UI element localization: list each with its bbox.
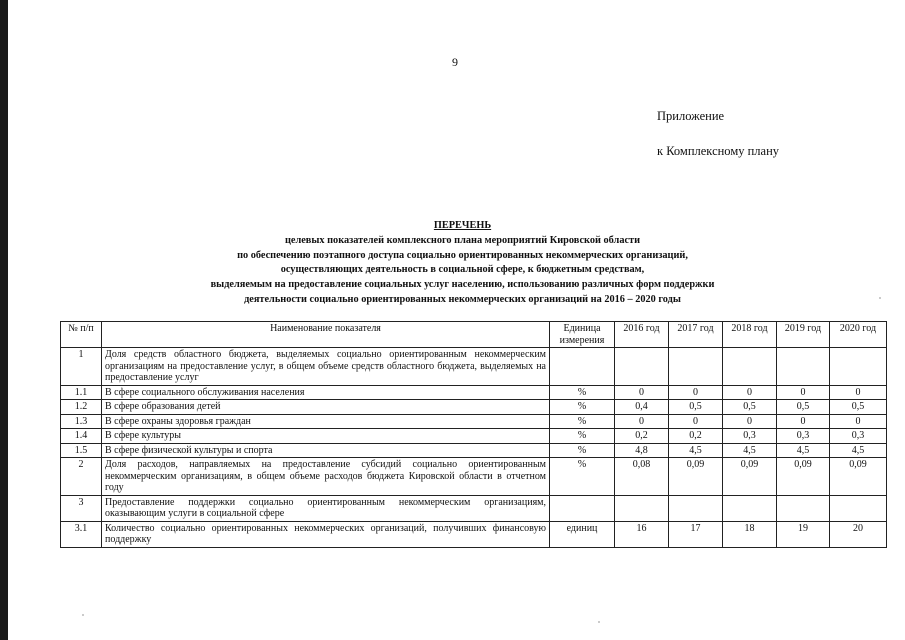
row-value-2017: 17: [669, 521, 723, 547]
table-row: [61, 414, 887, 429]
heading-line-5: деятельности социально ориентированных некоммерческих организаций на 2016 – 2020 годы: [244, 293, 681, 305]
appendix-reference: к Комплексному плану: [657, 144, 780, 158]
row-value-2016: 0,08: [615, 458, 669, 496]
row-value-2016: 0: [615, 414, 669, 429]
row-value-2020: 4,5: [830, 443, 887, 458]
row-value-2017: 4,5: [669, 443, 723, 458]
row-value-2019: 4,5: [777, 443, 830, 458]
row-value-2017: [669, 348, 723, 386]
row-value-2016: [615, 495, 669, 521]
row-num: 3: [61, 495, 102, 521]
row-value-2018: 18: [723, 521, 777, 547]
row-value-2020: 0,5: [830, 400, 887, 415]
row-value-2018: [723, 495, 777, 521]
row-value-2019: [777, 495, 830, 521]
row-name: Количество социально ориентированных некоммерческих организаций, получивших финансовую поддержку: [102, 521, 550, 547]
row-unit: %: [550, 385, 615, 400]
row-unit: %: [550, 414, 615, 429]
row-unit: %: [550, 400, 615, 415]
row-value-2016: [615, 348, 669, 386]
row-value-2017: 0,09: [669, 458, 723, 496]
scan-speck: [879, 297, 881, 299]
table-row: [61, 348, 887, 386]
heading-line-4: выделяемым на предоставление социальных услуг населению, использованию различных форм поддержки: [210, 279, 715, 291]
row-num: 3.1: [61, 521, 102, 547]
row-unit: [550, 495, 615, 521]
table-row: [61, 521, 887, 547]
indicators-table: [60, 321, 887, 548]
row-value-2017: 0: [669, 414, 723, 429]
heading-line-2: по обеспечению поэтапного доступа социально ориентированных некоммерческих организаций,: [237, 249, 688, 261]
row-num: 1.2: [61, 400, 102, 415]
row-num: 1: [61, 348, 102, 386]
row-name: Предоставление поддержки социально ориентированным некоммерческим организациям, оказывающим услуги в социальной сфере: [102, 495, 550, 521]
row-name: В сфере охраны здоровья граждан: [102, 414, 550, 429]
row-value-2018: 0,09: [723, 458, 777, 496]
row-value-2017: [669, 495, 723, 521]
row-num: 2: [61, 458, 102, 496]
row-value-2018: 0,3: [723, 429, 777, 444]
row-value-2019: 19: [777, 521, 830, 547]
row-value-2020: 0: [830, 385, 887, 400]
row-value-2016: 0,2: [615, 429, 669, 444]
row-name: Доля расходов, направляемых на предоставление субсидий социально ориентированным некоммерческим организациям, в общем объеме расходов бюджета Кировской области в отчетном году: [102, 458, 550, 496]
row-value-2018: 0: [723, 385, 777, 400]
heading-line-1: целевых показателей комплексного плана мероприятий Кировской области: [284, 234, 641, 246]
table-row: [61, 385, 887, 400]
row-value-2016: 0: [615, 385, 669, 400]
row-value-2019: 0,09: [777, 458, 830, 496]
scan-speck: [82, 614, 84, 616]
header-2016: 2016 год: [615, 322, 669, 348]
heading-line-3: осуществляющих деятельность в социальной сфере, к бюджетным средствам,: [280, 264, 645, 276]
table-row: [61, 495, 887, 521]
row-value-2018: 4,5: [723, 443, 777, 458]
row-value-2020: 0: [830, 414, 887, 429]
header-2018: 2018 год: [723, 322, 777, 348]
table-row: [61, 400, 887, 415]
header-unit: Единица измерения: [550, 322, 615, 348]
header-num: № п/п: [61, 322, 102, 348]
header-2017: 2017 год: [669, 322, 723, 348]
row-name: Доля средств областного бюджета, выделяемых социально ориентированным некоммерческим организациям на предоставление услуг, в общем объеме средств областного бюджета, выделяемых на предоставление услуг: [102, 348, 550, 386]
row-num: 1.3: [61, 414, 102, 429]
header-2020: 2020 год: [830, 322, 887, 348]
document-heading: [40, 219, 885, 308]
row-value-2020: 0,3: [830, 429, 887, 444]
row-name: В сфере образования детей: [102, 400, 550, 415]
row-num: 1.5: [61, 443, 102, 458]
row-value-2020: [830, 348, 887, 386]
scan-speck: [598, 621, 600, 623]
row-name: В сфере физической культуры и спорта: [102, 443, 550, 458]
row-value-2020: [830, 495, 887, 521]
row-num: 1.1: [61, 385, 102, 400]
row-value-2018: 0: [723, 414, 777, 429]
row-name: В сфере социального обслуживания населения: [102, 385, 550, 400]
row-value-2019: 0,3: [777, 429, 830, 444]
scan-edge-bar: [0, 0, 8, 640]
row-value-2017: 0,2: [669, 429, 723, 444]
row-name: В сфере культуры: [102, 429, 550, 444]
row-unit: [550, 348, 615, 386]
row-num: 1.4: [61, 429, 102, 444]
row-value-2020: 20: [830, 521, 887, 547]
page-number: 9: [452, 55, 458, 69]
row-value-2017: 0: [669, 385, 723, 400]
header-2019: 2019 год: [777, 322, 830, 348]
row-value-2017: 0,5: [669, 400, 723, 415]
row-value-2016: 16: [615, 521, 669, 547]
row-unit: %: [550, 458, 615, 496]
row-unit: %: [550, 443, 615, 458]
row-value-2016: 0,4: [615, 400, 669, 415]
row-value-2018: [723, 348, 777, 386]
row-value-2020: 0,09: [830, 458, 887, 496]
row-value-2019: 0: [777, 385, 830, 400]
row-value-2019: 0: [777, 414, 830, 429]
header-name: Наименование показателя: [102, 322, 550, 348]
table-row: [61, 429, 887, 444]
table-header-row: [61, 322, 887, 348]
row-unit: единиц: [550, 521, 615, 547]
table-row: [61, 443, 887, 458]
table-row: [61, 458, 887, 496]
row-value-2018: 0,5: [723, 400, 777, 415]
row-unit: %: [550, 429, 615, 444]
appendix-label: Приложение: [657, 109, 725, 123]
row-value-2016: 4,8: [615, 443, 669, 458]
row-value-2019: 0,5: [777, 400, 830, 415]
heading-title: ПЕРЕЧЕНЬ: [433, 220, 492, 231]
row-value-2019: [777, 348, 830, 386]
